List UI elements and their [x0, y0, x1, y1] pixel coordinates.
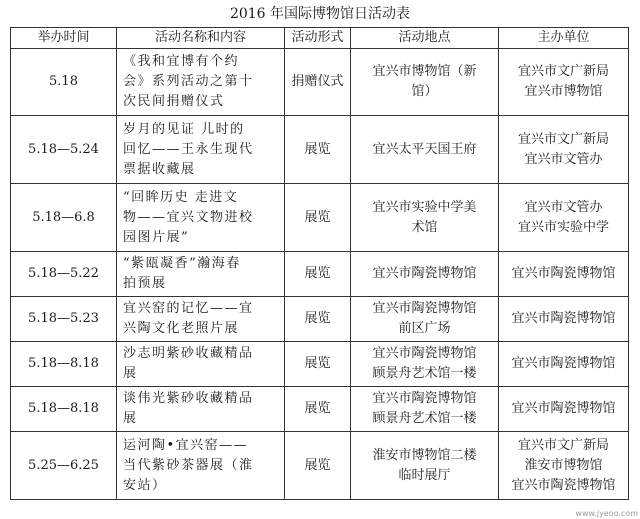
cell-place-line: 顾景舟艺术馆一楼 [372, 411, 477, 426]
cell-time: 5.18—8.18 [11, 387, 117, 432]
cell-organizer [499, 252, 629, 297]
cell-place-line: 馆） [411, 84, 438, 99]
cell-place-line: 顾景舟艺术馆一楼 [372, 366, 477, 381]
cell-form: 展览 [285, 116, 351, 184]
cell-name [117, 387, 285, 432]
cell-place [351, 297, 499, 342]
header-organizer: 主办单位 [499, 28, 629, 49]
cell-place [351, 116, 499, 184]
cell-time: 5.18—5.22 [11, 252, 117, 297]
cell-name [117, 297, 285, 342]
cell-form: 捐赠仪式 [285, 49, 351, 116]
cell-organizer [499, 432, 629, 500]
cell-organizer-line: 宜兴市文广新局 [517, 437, 609, 453]
cell-name-line: 安站） [123, 477, 167, 493]
table-row [11, 342, 629, 387]
header-name: 活动名称和内容 [117, 28, 285, 49]
cell-organizer-line: 宜兴市文管办 [524, 151, 603, 167]
cell-name-line: “紫瓯凝香”瀚海春 [123, 256, 241, 271]
table-title: 2016 年国际博物馆日活动表 [229, 6, 411, 22]
cell-name-line: 岁月的见证 儿时的 [123, 121, 245, 137]
cell-form: 展览 [285, 342, 351, 387]
table-body [11, 49, 629, 500]
cell-place-line: 宜兴市实验中学美 [372, 199, 477, 215]
cell-organizer [499, 297, 629, 342]
cell-organizer [499, 387, 629, 432]
cell-time: 5.18—5.24 [11, 116, 117, 184]
cell-place [351, 387, 499, 432]
cell-place-line: 前区广场 [398, 321, 451, 336]
cell-place-line: 宜兴市博物馆（新 [372, 64, 477, 79]
table-row [11, 116, 629, 184]
cell-name-line: 拍预展 [123, 276, 167, 291]
cell-organizer-line: 宜兴市陶瓷博物馆 [511, 266, 616, 281]
cell-name-line: 《我和宜博有个约 [123, 54, 240, 69]
cell-name-line: 兴陶文化老照片展 [123, 321, 240, 336]
table-row [11, 252, 629, 297]
watermark: www.jyeoo.com [575, 509, 638, 518]
events-table [10, 27, 629, 500]
cell-organizer [499, 342, 629, 387]
cell-time: 5.18—6.8 [11, 184, 117, 252]
cell-organizer-line: 宜兴市陶瓷博物馆 [511, 356, 616, 371]
cell-place [351, 184, 499, 252]
cell-place [351, 342, 499, 387]
table-row [11, 184, 629, 252]
cell-organizer-line: 宜兴市文广新局 [517, 131, 609, 147]
cell-place-line: 宜兴市陶瓷博物馆 [372, 266, 477, 281]
cell-name-line: 回忆——王永生现代 [123, 141, 254, 157]
cell-name-line: “回眸历史 走进文 [123, 189, 239, 205]
cell-organizer-line: 淮安市博物馆 [524, 457, 603, 473]
cell-place-line: 宜兴市陶瓷博物馆 [372, 301, 477, 316]
cell-form: 展览 [285, 184, 351, 252]
cell-form: 展览 [285, 432, 351, 500]
cell-name-line: 当代紫砂茶器展（淮 [123, 457, 254, 473]
cell-name-line: 次民间捐赠仪式 [123, 94, 225, 109]
cell-place-line: 淮安市博物馆二楼 [372, 447, 477, 463]
cell-place [351, 252, 499, 297]
cell-organizer-line: 宜兴市陶瓷博物馆 [511, 477, 616, 493]
cell-name-line: 运河陶•宜兴窑—— [123, 437, 249, 453]
cell-name [117, 342, 285, 387]
cell-place-line: 宜兴市陶瓷博物馆 [372, 391, 477, 406]
cell-time: 5.18—5.23 [11, 297, 117, 342]
cell-place [351, 432, 499, 500]
cell-organizer-line: 宜兴市文广新局 [517, 64, 609, 79]
table-row [11, 49, 629, 116]
cell-organizer-line: 宜兴市博物馆 [524, 84, 603, 99]
cell-time: 5.18—8.18 [11, 342, 117, 387]
cell-name [117, 49, 285, 116]
cell-organizer-line: 宜兴市陶瓷博物馆 [511, 311, 616, 326]
cell-organizer [499, 184, 629, 252]
table-row [11, 297, 629, 342]
table-row [11, 387, 629, 432]
cell-name-line: 沙志明紫砂收藏精品 [123, 346, 254, 361]
cell-name-line: 展 [123, 411, 138, 426]
cell-name-line: 会》系列活动之第十 [123, 74, 254, 89]
cell-form: 展览 [285, 387, 351, 432]
cell-place [351, 49, 499, 116]
cell-name-line: 票据收藏展 [123, 161, 196, 177]
cell-form: 展览 [285, 252, 351, 297]
header-place: 活动地点 [351, 28, 499, 49]
cell-time: 5.18 [11, 49, 117, 116]
cell-organizer-line: 宜兴市实验中学 [517, 219, 609, 235]
cell-organizer-line: 宜兴市陶瓷博物馆 [511, 401, 616, 416]
cell-place-line: 术馆 [411, 219, 438, 235]
cell-name-line: 园图片展” [123, 229, 190, 245]
header-time: 举办时间 [11, 28, 117, 49]
cell-name-line: 展 [123, 366, 138, 381]
table-row [11, 432, 629, 500]
header-form: 活动形式 [285, 28, 351, 49]
cell-name-line: 宜兴窑的记忆——宜 [123, 301, 254, 316]
cell-time: 5.25—6.25 [11, 432, 117, 500]
cell-form: 展览 [285, 297, 351, 342]
cell-name [117, 252, 285, 297]
cell-name-line: 物——宜兴文物进校 [123, 209, 254, 225]
header-row [11, 28, 629, 49]
cell-organizer [499, 116, 629, 184]
cell-place-line: 临时展厅 [398, 467, 451, 483]
cell-name [117, 432, 285, 500]
cell-organizer-line: 宜兴市文管办 [524, 199, 603, 215]
cell-name [117, 184, 285, 252]
cell-place-line: 宜兴市陶瓷博物馆 [372, 346, 477, 361]
cell-place-line: 宜兴太平天国王府 [372, 141, 477, 157]
cell-name [117, 116, 285, 184]
cell-organizer [499, 49, 629, 116]
cell-name-line: 谈伟光紫砂收藏精品 [123, 391, 254, 406]
